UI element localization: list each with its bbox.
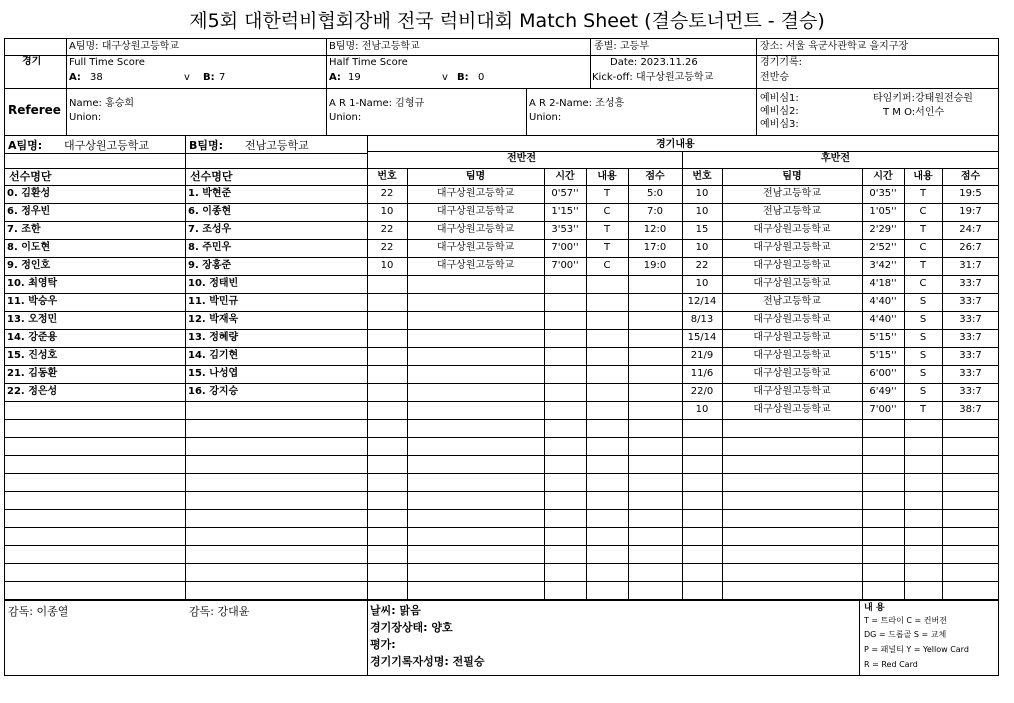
- roster-team-a: 대구상원고등학교: [64, 139, 150, 152]
- second-half-event-team: 대구상원고등학교: [753, 368, 831, 379]
- timekeeper: 타임키퍼:강태원전승원: [873, 93, 973, 104]
- evaluation: 평가:: [370, 638, 396, 651]
- team-a-name: A팀명: 대구상원고등학교: [69, 41, 179, 52]
- roster-team-b: 전남고등학교: [245, 139, 309, 152]
- first-half-event-event: T: [603, 242, 611, 253]
- player-b: 13. 정혜량: [188, 332, 239, 343]
- first-half-header-event: 내용: [597, 171, 617, 182]
- second-half-event-score: 33:7: [959, 386, 982, 397]
- fulltime-label: Full Time Score: [69, 57, 145, 68]
- second-half-event-score: 26:7: [959, 242, 982, 253]
- second-half-event-no: 10: [695, 206, 709, 217]
- player-b: 8. 주민우: [188, 242, 232, 253]
- player-a: 21. 김동환: [7, 368, 58, 379]
- tmo: T M O:서인수: [883, 107, 945, 118]
- second-half-title: 후반전: [821, 153, 850, 164]
- second-half-event-team: 대구상원고등학교: [753, 224, 831, 235]
- roster-col-a-header: 선수명단: [9, 170, 52, 183]
- ar1-union: Union:: [329, 112, 362, 123]
- coach-b: 감독: 강대윤: [189, 605, 250, 618]
- first-half-event-score: 5:0: [646, 188, 664, 199]
- halftime-b: B:: [457, 72, 469, 83]
- first-half-event-time: 1'15'': [551, 206, 579, 217]
- second-half-event-event: S: [919, 332, 927, 343]
- second-half-event-event: T: [919, 260, 927, 271]
- player-b: 7. 조성우: [188, 224, 232, 235]
- first-half-event-no: 10: [380, 260, 394, 271]
- player-b: 14. 김기현: [188, 350, 239, 361]
- page-title: 제5회 대한럭비협회장배 전국 럭비대회 Match Sheet (결승토너먼트 - 결승): [189, 10, 825, 32]
- second-half-event-team: 대구상원고등학교: [753, 314, 831, 325]
- second-half-event-event: T: [919, 224, 927, 235]
- weather: 날씨: 맑음: [370, 604, 421, 617]
- first-half-title: 전반전: [507, 153, 536, 164]
- second-half-event-team: 전남고등학교: [763, 206, 821, 217]
- second-half-event-event: C: [919, 242, 927, 253]
- legend-line: DG = 드롭골 S = 교체: [864, 630, 947, 639]
- second-half-event-event: S: [919, 314, 927, 325]
- second-half-event-time: 5'15'': [869, 332, 897, 343]
- second-half-event-time: 7'00'': [869, 404, 897, 415]
- second-half-event-team: 대구상원고등학교: [753, 278, 831, 289]
- roster-team-a-label: A팀명:: [8, 139, 43, 152]
- player-b: 11. 박민규: [188, 296, 239, 307]
- first-half-event-team: 대구상원고등학교: [436, 188, 515, 199]
- first-half-header-score: 점수: [645, 171, 665, 182]
- second-half-event-time: 4'40'': [869, 296, 897, 307]
- fulltime-a: A:: [69, 72, 81, 83]
- match-section-title: 경기내용: [656, 139, 695, 150]
- fulltime-b: B:: [203, 72, 215, 83]
- second-half-event-score: 33:7: [959, 278, 982, 289]
- field-condition: 경기장상태: 양호: [370, 621, 453, 634]
- first-half-event-score: 17:0: [643, 242, 667, 253]
- player-a: 9. 정인호: [7, 260, 51, 271]
- second-half-event-no: 10: [695, 278, 709, 289]
- second-half-event-team: 대구상원고등학교: [753, 404, 831, 415]
- venue: 장소: 서울 육군사관학교 을지구장: [760, 41, 909, 52]
- first-half-header-team: 팀명: [465, 171, 486, 182]
- second-half-event-time: 4'40'': [869, 314, 897, 325]
- player-b: 16. 강지승: [188, 386, 239, 397]
- second-half-event-score: 24:7: [959, 224, 982, 235]
- first-half-event-score: 19:0: [643, 260, 667, 271]
- first-half-event-score: 7:0: [646, 206, 664, 217]
- second-half-event-no: 10: [695, 242, 709, 253]
- first-half-header-time: 시간: [555, 171, 575, 182]
- halftime-label: Half Time Score: [329, 57, 408, 68]
- second-half-event-time: 2'29'': [869, 224, 897, 235]
- second-half-header-time: 시간: [873, 171, 893, 182]
- referee-name: Name: 홍승희: [69, 98, 135, 109]
- second-half-event-score: 19:7: [959, 206, 982, 217]
- second-half-event-event: C: [919, 206, 927, 217]
- first-half-event-team: 대구상원고등학교: [436, 224, 515, 235]
- reserve-referee-2: 예비심2:: [760, 106, 799, 117]
- second-half-event-event: S: [919, 350, 927, 361]
- second-half-event-no: 22/0: [690, 386, 714, 397]
- halftime-a-value: 19: [348, 72, 361, 83]
- second-half-event-time: 6'49'': [869, 386, 897, 397]
- second-half-header-score: 점수: [960, 171, 981, 182]
- first-half-event-time: 7'00'': [551, 242, 579, 253]
- reserve-referee-1: 예비심1:: [760, 93, 799, 104]
- winner: 전반승: [760, 72, 789, 83]
- fulltime-b-value: 7: [219, 72, 226, 83]
- halftime-a: A:: [329, 72, 341, 83]
- second-half-event-no: 15/14: [687, 332, 717, 343]
- player-a: 14. 강준용: [7, 332, 58, 343]
- legend-line: T = 트라이 C = 컨버젼: [864, 616, 947, 625]
- second-half-event-no: 21/9: [690, 350, 714, 361]
- second-half-event-team: 대구상원고등학교: [753, 350, 831, 361]
- second-half-event-score: 33:7: [959, 332, 982, 343]
- first-half-event-team: 대구상원고등학교: [436, 260, 515, 271]
- second-half-event-no: 10: [695, 188, 709, 199]
- second-half-event-time: 2'52'': [869, 242, 897, 253]
- second-half-event-team: 전남고등학교: [763, 296, 821, 307]
- second-half-event-time: 5'15'': [869, 350, 897, 361]
- first-half-event-no: 22: [380, 188, 394, 199]
- second-half-event-event: T: [919, 188, 927, 199]
- second-half-event-event: S: [919, 296, 927, 307]
- first-half-event-event: T: [603, 188, 611, 199]
- first-half-event-event: T: [603, 224, 611, 235]
- first-half-event-time: 3'53'': [551, 224, 579, 235]
- player-a: 15. 진성호: [7, 350, 58, 361]
- second-half-event-no: 11/6: [690, 368, 714, 379]
- reserve-referee-3: 예비심3:: [760, 119, 799, 130]
- legend-title: 내 용: [864, 603, 885, 613]
- player-b: 9. 장홍준: [188, 260, 232, 271]
- second-half-event-team: 대구상원고등학교: [753, 242, 831, 253]
- player-a: 22. 정은성: [7, 386, 58, 397]
- second-half-header-team: 팀명: [782, 171, 802, 182]
- second-half-event-event: S: [919, 368, 927, 379]
- second-half-event-no: 12/14: [687, 296, 717, 307]
- second-half-event-score: 19:5: [959, 188, 982, 199]
- player-b: 1. 박현준: [188, 188, 232, 199]
- first-half-event-team: 대구상원고등학교: [436, 242, 515, 253]
- second-half-event-score: 31:7: [959, 260, 982, 271]
- first-half-event-event: C: [603, 206, 611, 217]
- first-half-event-score: 12:0: [643, 224, 667, 235]
- category: 종별: 고등부: [594, 41, 649, 52]
- second-half-header-event: 내용: [913, 171, 933, 182]
- first-half-event-no: 10: [380, 206, 394, 217]
- player-b: 12. 박재욱: [188, 314, 239, 325]
- second-half-event-time: 0'35'': [869, 188, 897, 199]
- second-half-event-no: 8/13: [690, 314, 714, 325]
- roster-col-b-header: 선수명단: [190, 170, 233, 183]
- second-half-event-team: 전남고등학교: [763, 188, 821, 199]
- fulltime-a-value: 38: [90, 72, 103, 83]
- team-b-name: B팀명: 전남고등학교: [329, 41, 420, 52]
- first-half-header-no: 번호: [377, 171, 397, 182]
- second-half-event-score: 33:7: [959, 350, 982, 361]
- match-date: Date: 2023.11.26: [610, 57, 698, 68]
- halftime-v: v: [442, 72, 448, 83]
- player-b: 10. 정태빈: [188, 278, 239, 289]
- second-half-event-event: S: [919, 386, 927, 397]
- second-half-header-no: 번호: [692, 171, 712, 182]
- ar2-name: A R 2-Name: 조성흥: [529, 98, 625, 109]
- player-a: 10. 최영탁: [7, 278, 58, 289]
- ar1-name: A R 1-Name: 김형규: [329, 98, 425, 109]
- player-b: 6. 이종현: [188, 206, 232, 217]
- first-half-event-team: 대구상원고등학교: [436, 206, 515, 217]
- kickoff: Kick-off: 대구상원고등학교: [592, 72, 714, 83]
- referee-label: Referee: [8, 103, 61, 117]
- second-half-event-score: 33:7: [959, 296, 982, 307]
- coach-a: 감독: 이종열: [8, 605, 69, 618]
- second-half-event-team: 대구상원고등학교: [753, 386, 831, 397]
- second-half-event-event: T: [919, 404, 927, 415]
- second-half-event-score: 38:7: [959, 404, 982, 415]
- second-half-event-team: 대구상원고등학교: [753, 332, 831, 343]
- roster-team-b-label: B팀명:: [189, 139, 224, 152]
- second-half-event-score: 33:7: [959, 314, 982, 325]
- player-b: 15. 나성엽: [188, 368, 239, 379]
- player-a: 11. 박승우: [7, 296, 58, 307]
- legend-line: R = Red Card: [864, 660, 918, 669]
- second-half-event-no: 10: [695, 404, 709, 415]
- first-half-event-time: 0'57'': [551, 188, 579, 199]
- second-half-event-score: 33:7: [959, 368, 982, 379]
- second-half-event-team: 대구상원고등학교: [753, 260, 831, 271]
- player-a: 13. 오정민: [7, 314, 58, 325]
- second-half-event-no: 15: [695, 224, 709, 235]
- fulltime-v: v: [184, 72, 190, 83]
- halftime-b-value: 0: [478, 72, 485, 83]
- first-half-event-no: 22: [380, 242, 394, 253]
- second-half-event-time: 4'18'': [869, 278, 897, 289]
- second-half-event-no: 22: [695, 260, 709, 271]
- second-half-event-time: 6'00'': [869, 368, 897, 379]
- second-half-event-time: 3'42'': [869, 260, 897, 271]
- player-a: 7. 조한: [7, 224, 41, 235]
- record-label: 경기기록:: [760, 57, 803, 68]
- referee-union: Union:: [69, 112, 102, 123]
- second-half-event-event: C: [919, 278, 927, 289]
- player-a: 0. 김환성: [7, 188, 51, 199]
- first-half-event-event: C: [603, 260, 611, 271]
- legend-line: P = 패널티 Y = Yellow Card: [864, 645, 969, 654]
- game-label: 경기: [22, 56, 42, 67]
- second-half-event-time: 1'05'': [869, 206, 897, 217]
- player-a: 8. 이도현: [7, 242, 51, 253]
- recorder: 경기기록자성명: 전필승: [370, 655, 485, 668]
- first-half-event-time: 7'00'': [551, 260, 579, 271]
- ar2-union: Union:: [529, 112, 562, 123]
- first-half-event-no: 22: [380, 224, 394, 235]
- player-a: 6. 정우빈: [7, 206, 51, 217]
